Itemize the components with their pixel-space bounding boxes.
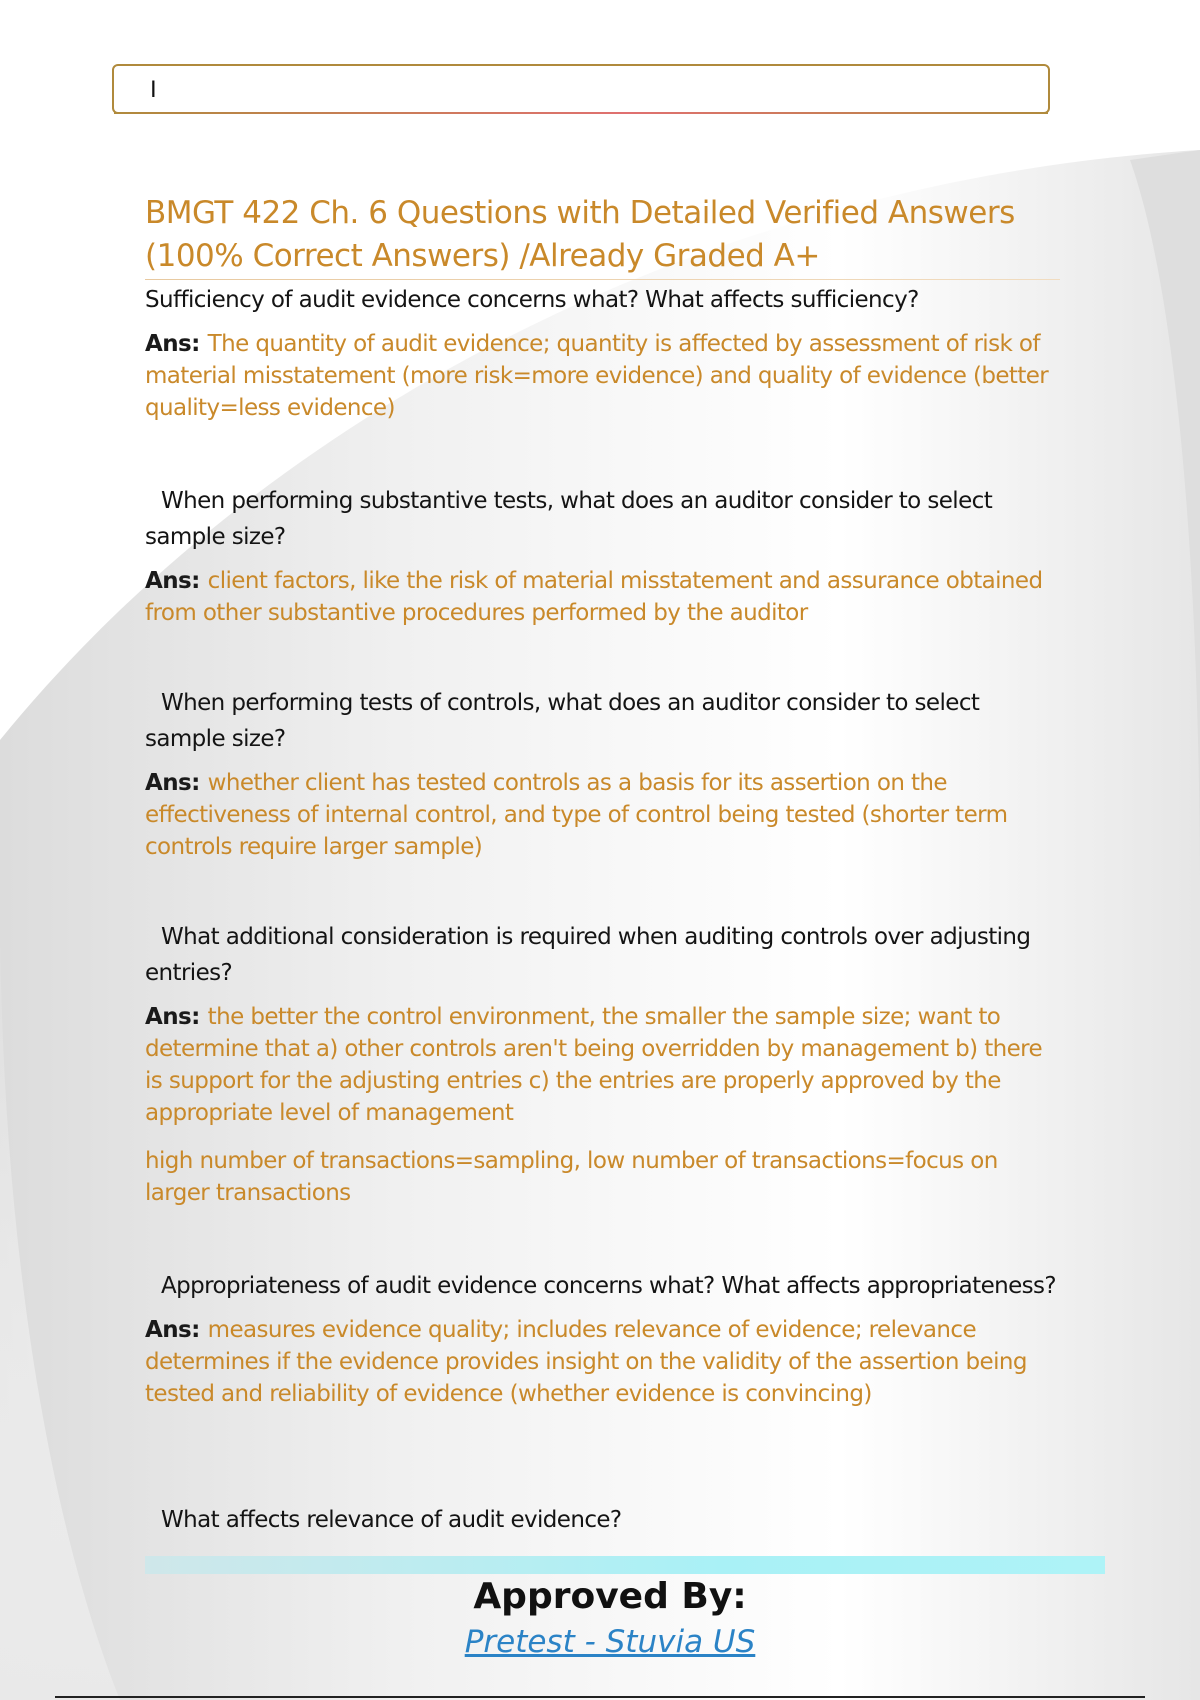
answer-text bbox=[145, 1001, 1065, 1129]
answer-label: Ans: bbox=[145, 568, 200, 594]
footer-highlight-bar bbox=[145, 1556, 1105, 1574]
answer-text bbox=[145, 565, 1065, 629]
answer-body: The quantity of audit evidence; quantity is affected by assessment of risk of material misstatement (more risk=more evidence) and quality of evidence (better quality=less evidence) bbox=[145, 331, 1049, 421]
answer-label: Ans: bbox=[145, 1317, 200, 1343]
question-text: When performing substantive tests, what does an auditor consider to select sample size? bbox=[145, 488, 993, 550]
qa-block bbox=[145, 282, 1065, 424]
qa-block bbox=[145, 919, 1065, 1209]
answer-label: Ans: bbox=[145, 331, 200, 357]
question-text: When performing tests of controls, what does an auditor consider to select sample size? bbox=[145, 690, 980, 752]
header-cursor-text: I bbox=[150, 76, 157, 103]
footer-divider bbox=[55, 1696, 1145, 1698]
title-divider bbox=[145, 279, 1060, 280]
header-frame bbox=[112, 64, 1050, 114]
answer-body: measures evidence quality; includes relevance of evidence; relevance determines if the evidence provides insight on the validity of the assertion being tested and reliability of evidence (whether evidence is convincing) bbox=[145, 1317, 1027, 1407]
approved-by-label: Approved By: bbox=[473, 1576, 747, 1617]
qa-block bbox=[145, 1268, 1065, 1410]
answer-note: high number of transactions=sampling, low number of transactions=focus on larger transactions bbox=[145, 1148, 998, 1206]
answer-label: Ans: bbox=[145, 770, 200, 796]
question-text: What affects relevance of audit evidence? bbox=[161, 1507, 622, 1533]
question-text: What additional consideration is required when auditing controls over adjusting entries? bbox=[145, 924, 1031, 986]
qa-block bbox=[145, 1502, 1065, 1538]
approved-by-link[interactable]: Pretest - Stuvia US bbox=[464, 1624, 756, 1660]
answer-text bbox=[145, 1314, 1065, 1410]
qa-block bbox=[145, 483, 1065, 629]
question-text: Appropriateness of audit evidence concerns what? What affects appropriateness? bbox=[161, 1273, 1057, 1299]
answer-body: client factors, like the risk of material misstatement and assurance obtained from other substantive procedures performed by the auditor bbox=[145, 568, 1043, 626]
document-title: BMGT 422 Ch. 6 Questions with Detailed Verified Answers (100% Correct Answers) /Already Graded A+ bbox=[145, 195, 1015, 274]
answer-body: whether client has tested controls as a basis for its assertion on the effectiveness of internal control, and type of control being tested (shorter term controls require larger sample) bbox=[145, 770, 1008, 860]
question-text: Sufficiency of audit evidence concerns what? What affects sufficiency? bbox=[145, 287, 919, 313]
answer-label: Ans: bbox=[145, 1004, 200, 1030]
answer-body: the better the control environment, the smaller the sample size; want to determine that a) other controls aren't being overridden by management b) there is support for the adjusting entries c) the entries are properly approved by the appropriate level of management bbox=[145, 1004, 1043, 1126]
answer-text bbox=[145, 328, 1065, 424]
answer-text bbox=[145, 767, 1065, 863]
qa-block bbox=[145, 685, 1065, 863]
